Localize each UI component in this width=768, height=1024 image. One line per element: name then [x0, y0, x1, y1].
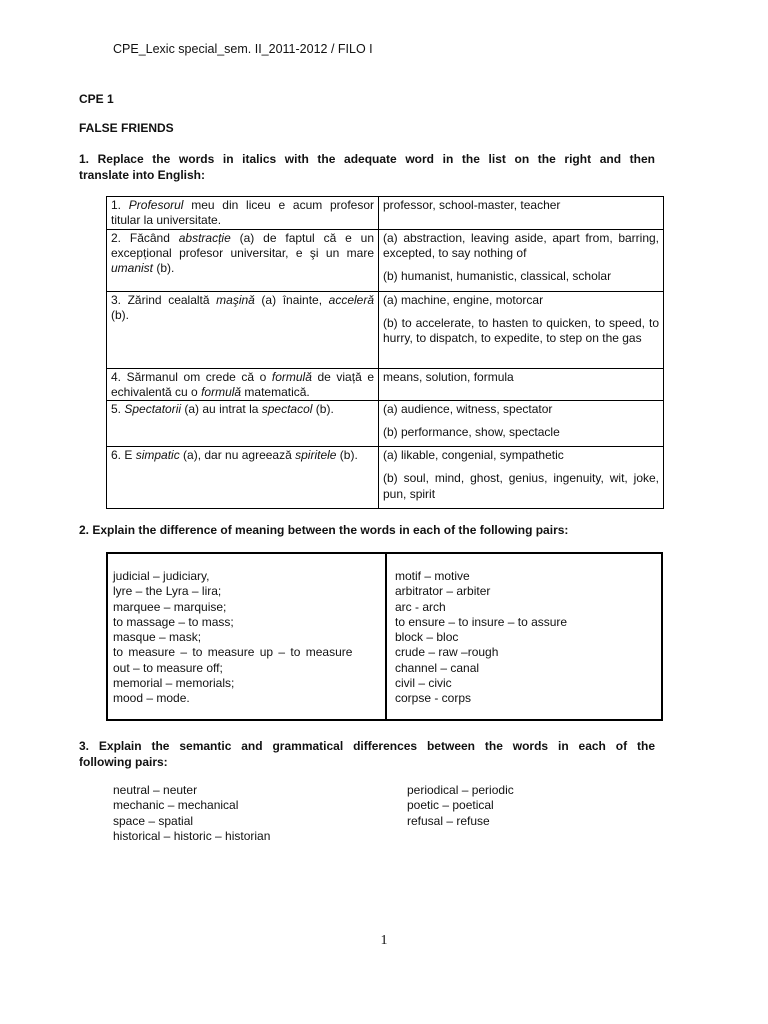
sentence-text: 4. Sărmanul om crede că o: [111, 369, 272, 384]
options-text-b: (b) performance, show, spectacle: [383, 425, 560, 440]
word-pair: mood – mode.: [113, 691, 190, 706]
word-pair: marquee – marquise;: [113, 599, 227, 614]
options-text-b: (b) soul, mind, ghost, genius, ingenuity, wit, joke, pun, spirit: [383, 471, 659, 501]
italic-word: spiritele: [295, 448, 337, 463]
sentence-text: (a) au intrat la: [181, 402, 262, 417]
word-pair: crude – raw –rough: [395, 645, 499, 660]
word-pair: mechanic – mechanical: [113, 798, 239, 813]
sentence-cell-6: [107, 447, 379, 509]
table-row: [107, 197, 664, 230]
word-pair: judicial – judiciary,: [113, 569, 210, 583]
options-text: professor, school-master, teacher: [383, 198, 561, 212]
options-text-a: (a) abstraction, leaving aside, apart from, barring, excepted, to say nothing of: [383, 230, 659, 260]
sentence-text: 1.: [111, 198, 129, 212]
sentence-text: (b).: [312, 402, 334, 417]
word-pair: arbitrator – arbiter: [395, 584, 491, 599]
sentence-text: 3. Zărind cealaltă: [111, 292, 217, 307]
document-header: CPE_Lexic special_sem. II_2011-2012 / FILO I: [113, 42, 373, 56]
options-cell-3: [379, 291, 664, 368]
options-cell-5: [379, 401, 664, 447]
italic-word: abstracție: [178, 230, 231, 245]
options-text-a: (a) machine, engine, motorcar: [383, 292, 544, 307]
word-pair: lyre – the Lyra – lira;: [113, 584, 222, 599]
italic-word: simpatic: [135, 448, 180, 463]
exercise3-instruction-line1: 3. Explain the semantic and grammatical differences between the words in each of the: [79, 739, 655, 753]
options-text: means, solution, formula: [383, 369, 514, 384]
sentence-text: (a) de faptul că e un excepțional profesor universitar, e şi un mare: [111, 230, 374, 260]
sentence-cell-4: [107, 368, 379, 401]
italic-word: formulă: [201, 384, 242, 399]
word-pair: memorial – memorials;: [113, 676, 235, 691]
word-pair: refusal – refuse: [407, 813, 490, 828]
sentence-text: matematică.: [241, 384, 310, 399]
options-cell-4: [379, 368, 664, 401]
word-pair: space – spatial: [113, 813, 194, 828]
page-number: 1: [380, 933, 388, 948]
table-row: [107, 229, 664, 291]
exercise2-instruction: 2. Explain the difference of meaning between the words in each of the following pairs:: [79, 523, 569, 537]
sentence-cell-1: [107, 197, 379, 230]
exercise1-instruction: [79, 151, 655, 183]
sentence-text: (a) înainte,: [254, 292, 329, 307]
sentence-cell-2: [107, 229, 379, 291]
options-cell-6: [379, 447, 664, 509]
table-row: [107, 447, 664, 509]
sentence-text: (b).: [111, 307, 129, 322]
word-pair: to measure – to measure up – to measure: [113, 645, 353, 660]
italic-word: maşină: [216, 292, 255, 307]
options-cell-1: [379, 197, 664, 230]
word-pair: to massage – to mass;: [113, 614, 234, 629]
word-pair: channel – canal: [395, 660, 480, 675]
options-text-a: (a) audience, witness, spectator: [383, 402, 553, 417]
exercise3-left-column: [113, 783, 270, 844]
exercise2-right-column: [395, 569, 657, 707]
exercise2-left-column: [113, 569, 381, 707]
sentence-cell-5: [107, 401, 379, 447]
exercise1-instruction-line2: translate into English:: [79, 168, 206, 182]
word-pair: to ensure – to insure – to assure: [395, 614, 568, 629]
word-pair: poetic – poetical: [407, 798, 494, 813]
word-pair: out – to measure off;: [113, 660, 223, 675]
exercise3-instruction-line2: following pairs:: [79, 755, 168, 769]
italic-word: Spectatorii: [124, 402, 182, 417]
word-pair: motif – motive: [395, 569, 470, 583]
table-row: [107, 368, 664, 401]
table-row: [107, 291, 664, 368]
word-pair: arc - arch: [395, 599, 446, 614]
sentence-cell-3: [107, 291, 379, 368]
sentence-text: de viață e echivalentă cu o: [111, 369, 374, 399]
sentence-text: (b).: [336, 448, 358, 463]
word-pair: corpse - corps: [395, 691, 472, 706]
exercise3-instruction: [79, 738, 655, 770]
italic-word: spectacol: [261, 402, 313, 417]
sentence-text: (b).: [153, 261, 175, 276]
word-pair: neutral – neuter: [113, 783, 198, 797]
sentence-text: 2. Făcând: [111, 230, 179, 245]
sentence-text: (a), dar nu agreează: [179, 448, 296, 463]
sentence-text: 5.: [111, 402, 125, 417]
word-pair: civil – civic: [395, 676, 452, 691]
italic-word: umanist: [111, 261, 154, 276]
word-pair: block – bloc: [395, 630, 459, 645]
exercise1-instruction-line1: 1. Replace the words in italics with the adequate word in the list on the right and then: [79, 152, 655, 166]
section-title: FALSE FRIENDS: [79, 121, 174, 135]
options-text-b: (b) to accelerate, to hasten to quicken, to speed, to hurry, to dispatch, to expedite, to step on the gas: [383, 315, 659, 346]
sentence-text: 6. E: [111, 448, 136, 463]
italic-word: Profesorul: [128, 198, 184, 212]
exercise2-pairs-box: [106, 552, 663, 721]
word-pair: historical – historic – historian: [113, 828, 271, 843]
options-text-a: (a) likable, congenial, sympathetic: [383, 448, 564, 463]
unit-title: CPE 1: [79, 92, 114, 106]
exercise3-right-column: [407, 783, 514, 829]
options-text-b: (b) humanist, humanistic, classical, scholar: [383, 269, 612, 284]
options-cell-2: [379, 229, 664, 291]
italic-word: formulă: [271, 369, 312, 384]
table-row: [107, 401, 664, 447]
exercise1-table: [106, 196, 664, 509]
sentence-text: meu din liceu e acum profesor titular la universitate.: [111, 198, 374, 228]
word-pair: masque – mask;: [113, 630, 202, 645]
column-divider: [385, 554, 387, 719]
italic-word: acceleră: [328, 292, 375, 307]
word-pair: periodical – periodic: [407, 783, 514, 797]
